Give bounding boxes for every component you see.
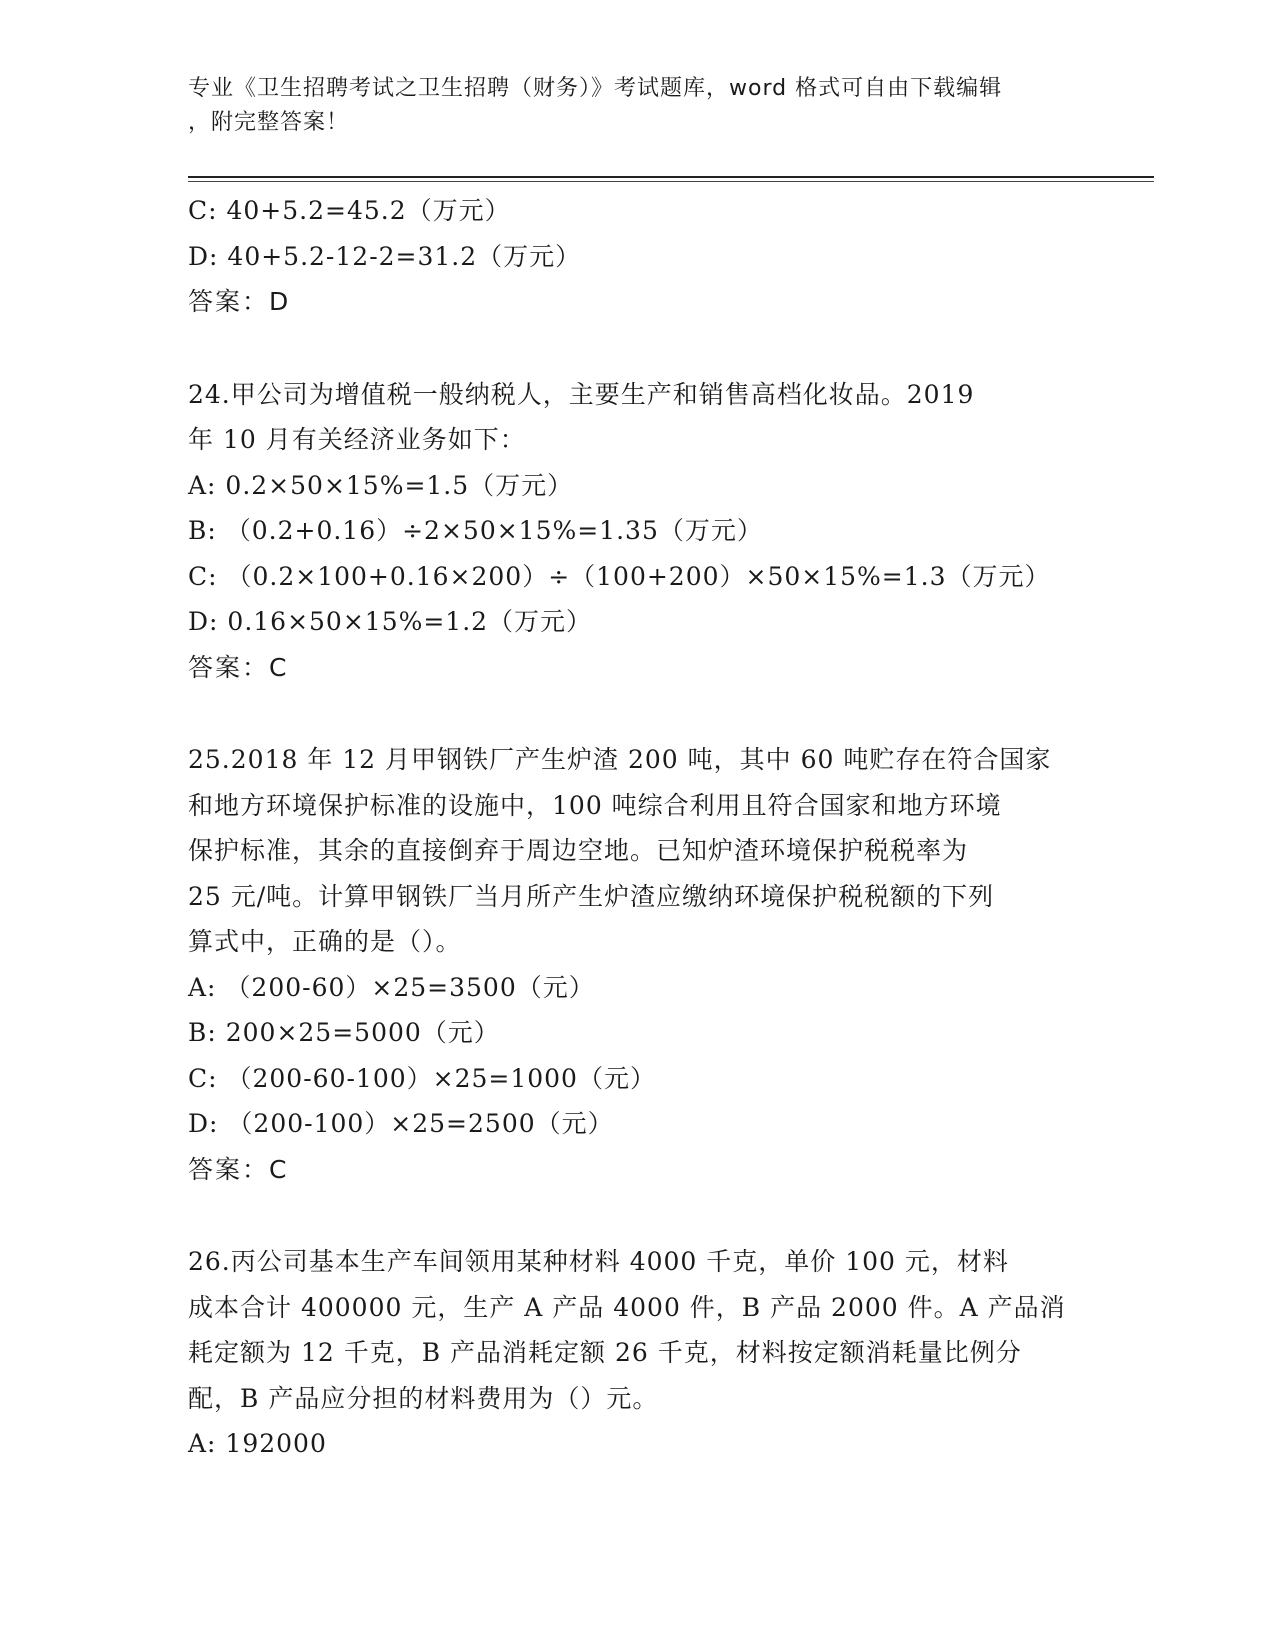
q23-option-c: C: 40+5.2=45.2（万元）: [188, 196, 511, 225]
page-header: [188, 72, 1088, 140]
q25-option-d: D: （200-100）×25=2500（元）: [188, 1109, 614, 1138]
q24-option-c: C: （0.2×100+0.16×200）÷（100+200）×50×15%=1.3（万元）: [188, 561, 1051, 591]
question-26: [188, 1239, 1088, 1467]
q24-option-d: D: 0.16×50×15%=1.2（万元）: [188, 607, 593, 636]
header-rule-thick: [188, 176, 1154, 178]
header-line-2: ，附完整答案！: [188, 110, 350, 135]
q25-option-a: A: （200-60）×25=3500（元）: [188, 972, 595, 1002]
q25-option-c: C: （200-60-100）×25=1000（元）: [188, 1063, 656, 1093]
q25-stem-line: 25.2018 年 12 月甲钢铁厂产生炉渣 200 吨，其中 60 吨贮存在符合国家: [188, 745, 1052, 774]
q26-stem-line: 26.丙公司基本生产车间领用某种材料 4000 千克，单价 100 元，材料: [188, 1247, 1009, 1276]
q25-stem-line: 和地方环境保护标准的设施中，100 吨综合利用且符合国家和地方环境: [188, 790, 1002, 820]
q24-answer: 答案：C: [188, 652, 289, 682]
q25-answer: 答案：C: [188, 1154, 289, 1184]
q25-stem-line: 算式中，正确的是（）。: [188, 927, 462, 956]
q26-stem-line: 配，B 产品应分担的材料费用为（）元。: [188, 1383, 659, 1413]
q24-stem-line: 24.甲公司为增值税一般纳税人，主要生产和销售高档化妆品。2019: [188, 379, 975, 409]
question-content: [188, 188, 1088, 1467]
q23-answer: 答案：D: [188, 287, 291, 316]
header-line-1: 专业《卫生招聘考试之卫生招聘（财务）》考试题库，word 格式可自由下载编辑: [188, 76, 1003, 101]
q24-stem-line: 年 10 月有关经济业务如下：: [188, 425, 526, 454]
q25-stem-line: 25 元/吨。计算甲钢铁厂当月所产生炉渣应缴纳环境保护税税额的下列: [188, 881, 995, 911]
header-rule-thin: [188, 181, 1154, 182]
question-23: [188, 188, 1088, 325]
q24-option-a: A: 0.2×50×15%=1.5（万元）: [188, 470, 574, 500]
q23-option-d: D: 40+5.2-12-2=31.2（万元）: [188, 241, 582, 271]
q26-stem-line: 耗定额为 12 千克，B 产品消耗定额 26 千克，材料按定额消耗量比例分: [188, 1338, 1022, 1367]
question-25: [188, 737, 1088, 1192]
q26-option-a: A: 192000: [188, 1429, 327, 1458]
question-24: [188, 372, 1088, 691]
q25-option-b: B: 200×25=5000（元）: [188, 1018, 500, 1047]
q25-stem-line: 保护标准，其余的直接倒弃于周边空地。已知炉渣环境保护税税率为: [188, 836, 969, 865]
q26-stem-line: 成本合计 400000 元，生产 A 产品 4000 件，B 产品 2000 件。A 产品消: [188, 1292, 1066, 1322]
q24-option-b: B: （0.2+0.16）÷2×50×15%=1.35（万元）: [188, 516, 763, 545]
